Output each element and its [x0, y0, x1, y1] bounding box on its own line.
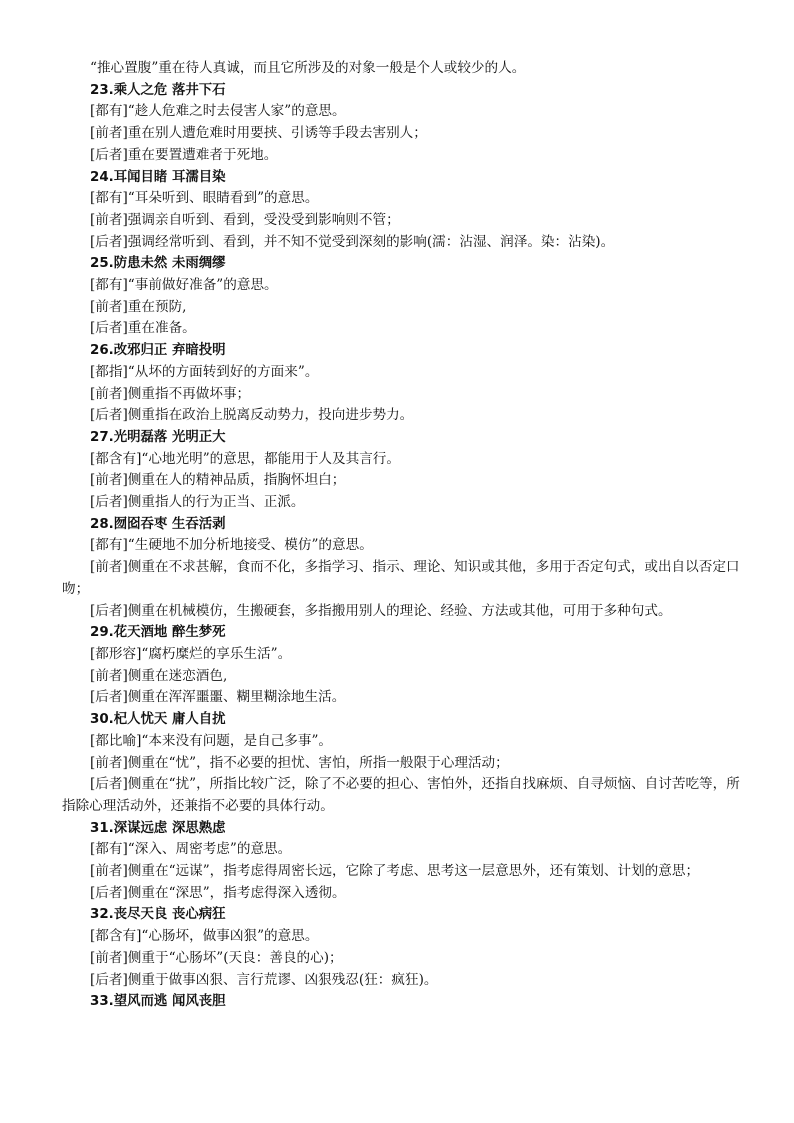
- entries-list: [62, 80, 744, 1013]
- entry-line: [前者]侧重在不求甚解，食而不化，多指学习、指示、理论、知识或其他，多用于否定句式，或出自以否定口吻；: [62, 559, 740, 597]
- entry-title: 29.花天酒地 醉生梦死: [90, 625, 226, 641]
- entry: [62, 709, 744, 818]
- entry-line: [后者]侧重在“扰”，所指比较广泛，除了不必要的担心、害怕外，还指自找麻烦、自寻烦恼、自讨苦吃等，所指除心理活动外，还兼指不必要的具体行动。: [62, 776, 740, 814]
- entry-line: [后者]侧重在“深思”，指考虑得深入透彻。: [90, 884, 346, 901]
- entry-line: [都含有]“心地光明”的意思，都能用于人及其言行。: [90, 450, 400, 467]
- entry: [62, 167, 744, 254]
- entry: [62, 818, 744, 905]
- entry-title: 33.望风而逃 闻风丧胆: [90, 994, 226, 1010]
- entry-title: 26.改邪归正 弃暗投明: [90, 343, 226, 359]
- entry-line: [后者]侧重指人的行为正当、正派。: [90, 494, 305, 511]
- entry-line: [后者]侧重在浑浑噩噩、糊里糊涂地生活。: [90, 689, 346, 706]
- entry-title: 30.杞人忧天 庸人自扰: [90, 712, 226, 728]
- entry-line: [后者]重在准备。: [90, 320, 196, 337]
- entry-line: [都指]“从坏的方面转到好的方面来”。: [90, 363, 319, 380]
- entry-line: [前者]侧重在迷恋酒色,: [90, 667, 228, 684]
- entry: [62, 427, 744, 514]
- entry-line: [前者]侧重于“心肠坏”(天良：善良的心)；: [90, 949, 343, 966]
- entry: [62, 80, 744, 167]
- intro-paragraph: “推心置腹”重在待人真诚，而且它所涉及的对象一般是个人或较少的人。: [90, 60, 526, 76]
- entry-line: [前者]重在别人遭危难时用要挟、引诱等手段去害别人；: [90, 125, 427, 142]
- entry-title: 23.乘人之危 落井下石: [90, 82, 226, 98]
- entry-line: [都有]“趁人危难之时去侵害人家”的意思。: [90, 103, 346, 120]
- entry-line: [都有]“生硬地不加分析地接受、模仿”的意思。: [90, 537, 373, 554]
- entry-line: [后者]侧重在机械模仿，生搬硬套，多指搬用别人的理论、经验、方法或其他，可用于多种句式。: [90, 602, 672, 619]
- entry-line: [后者]重在要置遭难者于死地。: [90, 146, 278, 163]
- entry-line: [后者]强调经常听到、看到，并不知不觉受到深刻的影响(濡：沾湿、润泽。染：沾染)。: [90, 233, 615, 250]
- entry-line: [前者]强调亲自听到、看到，受没受到影响则不管；: [90, 211, 400, 228]
- entry-line: [前者]侧重在“忧”，指不必要的担忧、害怕，所指一般限于心理活动；: [90, 754, 509, 771]
- entry: [62, 904, 744, 991]
- entry-line: [后者]侧重指在政治上脱离反动势力，投向进步势力。: [90, 407, 414, 424]
- entry-line: [都有]“深入、周密考虑”的意思。: [90, 841, 292, 858]
- entry: [62, 514, 744, 623]
- entry-line: [都有]“事前做好准备”的意思。: [90, 277, 278, 294]
- entry-line: [都形容]“腐朽糜烂的享乐生活”。: [90, 645, 292, 662]
- entry: [62, 622, 744, 709]
- entry: [62, 253, 744, 340]
- entry: [62, 340, 744, 427]
- entry-line: [后者]侧重于做事凶狠、言行荒谬、凶狠残忍(狂：疯狂)。: [90, 971, 438, 988]
- entry-line: [前者]重在预防,: [90, 298, 187, 315]
- entry-line: [都有]“耳朵听到、眼睛看到”的意思。: [90, 190, 319, 207]
- entry-title: 25.防患未然 未雨绸缪: [90, 256, 226, 272]
- entry-title: 27.光明磊落 光明正大: [90, 429, 226, 445]
- entry: [62, 991, 744, 1013]
- entry-line: [都比喻]“本来没有问题，是自己多事”。: [90, 732, 333, 749]
- entry-title: 24.耳闻目睹 耳濡目染: [90, 169, 226, 185]
- entry-title: 31.深谋远虑 深思熟虑: [90, 820, 226, 836]
- entry-line: [前者]侧重在“远谋”，指考虑得周密长远，它除了考虑、思考这一层意思外，还有策划、计划的意思；: [90, 863, 700, 880]
- entry-line: [前者]侧重指不再做坏事；: [90, 385, 251, 402]
- entry-title: 28.囫囵吞枣 生吞活剥: [90, 516, 226, 532]
- entry-title: 32.丧尽天良 丧心病狂: [90, 907, 226, 923]
- entry-line: [都含有]“心肠坏，做事凶狠”的意思。: [90, 928, 319, 945]
- entry-line: [前者]侧重在人的精神品质，指胸怀坦白；: [90, 472, 346, 489]
